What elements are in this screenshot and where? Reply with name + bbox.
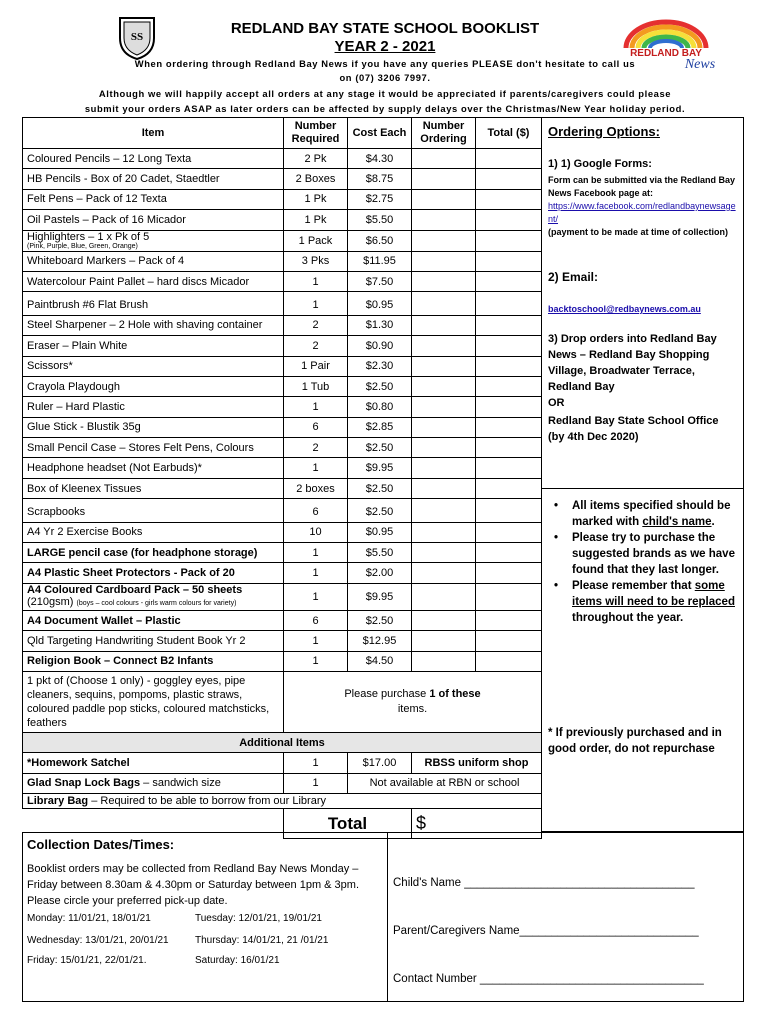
item-name: A4 Coloured Cardboard Pack – 50 sheets (210gsm) (boys – cool colours - girls warm colours for variety) xyxy=(23,583,284,610)
item-name: Religion Book – Connect B2 Infants xyxy=(23,651,284,671)
number-ordering-field[interactable] xyxy=(412,230,476,251)
number-required: 1 Tub xyxy=(284,376,348,396)
row-total-field[interactable] xyxy=(476,438,542,458)
item-name: Coloured Pencils – 12 Long Texta xyxy=(23,149,284,169)
number-ordering-field[interactable] xyxy=(412,376,476,396)
number-ordering-field[interactable] xyxy=(412,356,476,376)
item-name: A4 Document Wallet – Plastic xyxy=(23,610,284,630)
date-wednesday[interactable]: Wednesday: 13/01/21, 20/01/21 xyxy=(27,935,169,946)
option-google-forms: 1) 1) Google Forms: xyxy=(548,158,652,170)
number-ordering-field[interactable] xyxy=(412,315,476,335)
date-thursday[interactable]: Thursday: 14/01/21, 21 /01/21 xyxy=(195,935,329,946)
item-name: Small Pencil Case – Stores Felt Pens, Colours xyxy=(23,438,284,458)
table-row xyxy=(23,210,542,230)
header-required: Number Required xyxy=(284,118,348,149)
cost-each: $2.00 xyxy=(348,563,412,583)
item-name: Felt Pens – Pack of 12 Texta xyxy=(23,189,284,209)
svg-text:SS: SS xyxy=(130,31,144,43)
item-name: Steel Sharpener – 2 Hole with shaving container xyxy=(23,315,284,335)
intro-line-4: submit your orders ASAP as later orders can be affected by supply delays over the Christmas/New Year holiday period. xyxy=(84,103,686,114)
row-total-field[interactable] xyxy=(476,499,542,522)
number-required: 1 xyxy=(284,458,348,478)
number-ordering-field[interactable] xyxy=(412,271,476,291)
number-ordering-field[interactable] xyxy=(412,631,476,651)
number-required: 6 xyxy=(284,610,348,630)
item-name: Watercolour Paint Pallet – hard discs Micador xyxy=(23,271,284,291)
date-monday[interactable]: Monday: 11/01/21, 18/01/21 xyxy=(27,913,151,924)
row-total-field[interactable] xyxy=(476,610,542,630)
ordering-options-panel xyxy=(541,117,744,832)
table-row xyxy=(23,499,542,522)
number-ordering-field[interactable] xyxy=(412,292,476,315)
header-item: Item xyxy=(23,118,284,149)
table-row xyxy=(23,376,542,396)
booklist-table xyxy=(22,117,542,839)
note-item: • Please try to purchase the suggested brands as we have found that they last longer. xyxy=(554,532,735,576)
number-required: 10 xyxy=(284,522,348,542)
email-link[interactable]: backtoschool@redbaynews.com.au xyxy=(548,304,701,314)
row-total-field[interactable] xyxy=(476,336,542,356)
collection-text: Booklist orders may be collected from Redland Bay News Monday – Friday between 8.30am & 4.30pm or Saturday between 1pm & 3pm. Please circle your preferred pick-up date. xyxy=(27,863,360,907)
table-row xyxy=(23,169,542,189)
number-ordering-field[interactable] xyxy=(412,169,476,189)
number-required: 2 Pk xyxy=(284,149,348,169)
note-item: • All items specified should be marked with child's name. xyxy=(554,498,740,530)
row-total-field[interactable] xyxy=(476,543,542,563)
number-ordering-field[interactable] xyxy=(412,336,476,356)
number-required: 1 xyxy=(284,543,348,563)
page-subtitle: YEAR 2 - 2021 xyxy=(334,38,436,55)
number-required: 2 xyxy=(284,336,348,356)
option-school-office: Redland Bay State School Office (by 4th Dec 2020) xyxy=(548,415,719,443)
number-ordering-field[interactable] xyxy=(412,458,476,478)
item-name: Paintbrush #6 Flat Brush xyxy=(23,292,284,315)
table-row xyxy=(23,610,542,630)
cost-each: $2.50 xyxy=(348,610,412,630)
number-ordering-field[interactable] xyxy=(412,610,476,630)
date-friday[interactable]: Friday: 15/01/21, 22/01/21. xyxy=(27,955,147,966)
table-row xyxy=(23,315,542,335)
item-name: Highlighters – 1 x Pk of 5 (Pink, Purple, Blue, Green, Orange) xyxy=(23,230,284,251)
table-row xyxy=(23,543,542,563)
craft-note: Please purchase 1 of these items. xyxy=(284,671,542,732)
intro-line-1: When ordering through Redland Bay News if you have any queries PLEASE don't hesitate to call us xyxy=(134,58,636,69)
cost-each: $2.50 xyxy=(348,478,412,498)
intro-line-2: on (07) 3206 7997. xyxy=(339,72,431,83)
row-total-field[interactable] xyxy=(476,230,542,251)
table-row xyxy=(23,251,542,271)
cost-each: $9.95 xyxy=(348,458,412,478)
item-name: Glue Stick - Blustik 35g xyxy=(23,417,284,437)
item-name: Crayola Playdough xyxy=(23,376,284,396)
table-row xyxy=(23,438,542,458)
option-google-forms-text: Form can be submitted via the Redland Bay News Facebook page at: xyxy=(548,175,736,198)
total-label: Total xyxy=(284,809,412,839)
number-ordering-field[interactable] xyxy=(412,210,476,230)
item-name: Qld Targeting Handwriting Student Book Yr 2 xyxy=(23,631,284,651)
row-total-field[interactable] xyxy=(476,397,542,417)
option-or: OR xyxy=(548,397,565,409)
item-name: A4 Plastic Sheet Protectors - Pack of 20 xyxy=(23,563,284,583)
additional-row: Glad Snap Lock Bags – sandwich size 1 Not available at RBN or school xyxy=(23,773,542,793)
table-row xyxy=(23,631,542,651)
option-email: 2) Email: xyxy=(548,270,599,284)
contact-number-field[interactable]: Contact Number ___________________________________ xyxy=(393,973,704,985)
number-required: 6 xyxy=(284,499,348,522)
number-ordering-field[interactable] xyxy=(412,651,476,671)
row-total-field[interactable] xyxy=(476,292,542,315)
intro-line-3: Although we will happily accept all orders at any stage it would be appreciated if parents/caregivers could please xyxy=(98,88,672,99)
number-required: 1 Pack xyxy=(284,230,348,251)
number-required: 1 Pair xyxy=(284,356,348,376)
cost-each: $12.95 xyxy=(348,631,412,651)
header-cost: Cost Each xyxy=(348,118,412,149)
date-tuesday[interactable]: Tuesday: 12/01/21, 19/01/21 xyxy=(195,913,322,924)
table-row xyxy=(23,563,542,583)
table-row xyxy=(23,522,542,542)
header-ordering: Number Ordering xyxy=(412,118,476,149)
number-required: 2 boxes xyxy=(284,478,348,498)
number-ordering-field[interactable] xyxy=(412,522,476,542)
row-total-field[interactable] xyxy=(476,651,542,671)
library-bag-row xyxy=(23,794,542,809)
cost-each: $5.50 xyxy=(348,543,412,563)
number-required: 1 Pk xyxy=(284,189,348,209)
row-total-field[interactable] xyxy=(476,210,542,230)
number-required: 2 xyxy=(284,438,348,458)
table-row xyxy=(23,458,542,478)
number-required: 1 xyxy=(284,563,348,583)
total-value-field[interactable]: $ xyxy=(412,809,542,839)
facebook-link[interactable]: https://www.facebook.com/redlandbaynewsagent/ xyxy=(548,201,736,224)
row-total-field[interactable] xyxy=(476,522,542,542)
item-name: Whiteboard Markers – Pack of 4 xyxy=(23,251,284,271)
number-required: 2 Boxes xyxy=(284,169,348,189)
item-name: Eraser – Plain White xyxy=(23,336,284,356)
cost-each: $4.30 xyxy=(348,149,412,169)
item-name: HB Pencils - Box of 20 Cadet, Staedtler xyxy=(23,169,284,189)
table-row xyxy=(23,292,542,315)
payment-note: (payment to be made at time of collection) xyxy=(548,227,729,237)
number-ordering-field[interactable] xyxy=(412,417,476,437)
option-drop-off: 3) Drop orders into Redland Bay News – Redland Bay Shopping Village, Broadwater Terrace, Redland Bay xyxy=(548,333,717,393)
cost-each: $2.50 xyxy=(348,376,412,396)
note-item: • Please remember that some items will need to be replaced throughout the year. xyxy=(554,578,740,626)
note-replace: Please remember that some items will need to be replaced throughout the year. xyxy=(572,580,735,624)
cost-each: $0.95 xyxy=(348,292,412,315)
craft-item: 1 pkt of (Choose 1 only) - goggley eyes, pipe cleaners, sequins, pompoms, plastic straws, coloured paddle pop sticks, coloured matchsticks, feathers xyxy=(23,671,284,732)
number-required: 1 xyxy=(284,397,348,417)
row-total-field[interactable] xyxy=(476,315,542,335)
number-required: 1 xyxy=(284,271,348,291)
table-row xyxy=(23,149,542,169)
number-ordering-field[interactable] xyxy=(412,543,476,563)
item-name: LARGE pencil case (for headphone storage) xyxy=(23,543,284,563)
number-ordering-field[interactable] xyxy=(412,499,476,522)
table-row xyxy=(23,189,542,209)
number-required: 6 xyxy=(284,417,348,437)
cost-each: $6.50 xyxy=(348,230,412,251)
collection-section xyxy=(22,832,744,1002)
snap-lock-bags: Glad Snap Lock Bags – sandwich size xyxy=(23,773,284,793)
number-required: 1 Pk xyxy=(284,210,348,230)
number-required: 3 Pks xyxy=(284,251,348,271)
svg-text:News: News xyxy=(684,57,716,70)
cost-each: $11.95 xyxy=(348,251,412,271)
number-ordering-field[interactable] xyxy=(412,478,476,498)
number-ordering-field[interactable] xyxy=(412,397,476,417)
number-ordering-field[interactable] xyxy=(412,189,476,209)
cost-each: $7.50 xyxy=(348,271,412,291)
row-total-field[interactable] xyxy=(476,563,542,583)
row-total-field[interactable] xyxy=(476,149,542,169)
table-row xyxy=(23,271,542,291)
table-row xyxy=(23,651,542,671)
row-total-field[interactable] xyxy=(476,251,542,271)
number-ordering-field[interactable] xyxy=(412,563,476,583)
cost-each: $0.90 xyxy=(348,336,412,356)
cost-each: $2.75 xyxy=(348,189,412,209)
row-total-field[interactable] xyxy=(476,189,542,209)
header-total: Total ($) xyxy=(476,118,542,149)
collection-divider xyxy=(387,833,388,1001)
sidebar-divider xyxy=(542,488,743,489)
table-row xyxy=(23,397,542,417)
cost-each: $8.75 xyxy=(348,169,412,189)
item-name: Headphone headset (Not Earbuds)* xyxy=(23,458,284,478)
number-ordering-field[interactable] xyxy=(412,149,476,169)
repurchase-footnote: * If previously purchased and in good order, do not repurchase xyxy=(548,727,722,755)
collection-heading: Collection Dates/Times: xyxy=(27,837,175,852)
craft-row xyxy=(23,671,542,732)
table-row xyxy=(23,356,542,376)
cost-each: $4.50 xyxy=(348,651,412,671)
row-total-field[interactable] xyxy=(476,271,542,291)
row-total-field[interactable] xyxy=(476,478,542,498)
additional-row: *Homework Satchel 1 $17.00 RBSS uniform shop xyxy=(23,753,542,773)
number-ordering-field[interactable] xyxy=(412,438,476,458)
note-mark-names: All items specified should be marked with child's name. xyxy=(572,500,731,528)
cost-each: $0.80 xyxy=(348,397,412,417)
svg-text:REDLAND BAY: REDLAND BAY xyxy=(630,48,702,59)
number-required: 1 xyxy=(284,631,348,651)
library-bag: Library Bag – Required to be able to borrow from our Library xyxy=(23,794,542,809)
table-row xyxy=(23,478,542,498)
cost-each: $1.30 xyxy=(348,315,412,335)
item-name: A4 Yr 2 Exercise Books xyxy=(23,522,284,542)
row-total-field[interactable] xyxy=(476,376,542,396)
child-name-field[interactable]: Child's Name ____________________________________ xyxy=(393,877,695,889)
cost-each: $2.50 xyxy=(348,438,412,458)
number-ordering-field[interactable] xyxy=(412,251,476,271)
row-total-field[interactable] xyxy=(476,458,542,478)
row-total-field[interactable] xyxy=(476,417,542,437)
notes-list xyxy=(554,498,740,626)
number-required: 1 xyxy=(284,651,348,671)
page-title: REDLAND BAY STATE SCHOOL BOOKLIST xyxy=(230,20,540,37)
parent-name-field[interactable]: Parent/Caregivers Name____________________________ xyxy=(393,925,699,937)
number-required: 1 xyxy=(284,292,348,315)
cost-each: $2.30 xyxy=(348,356,412,376)
cost-each: $2.50 xyxy=(348,499,412,522)
number-required: 2 xyxy=(284,315,348,335)
table-row xyxy=(23,230,542,251)
row-total-field[interactable] xyxy=(476,356,542,376)
item-name: Ruler – Hard Plastic xyxy=(23,397,284,417)
row-total-field[interactable] xyxy=(476,169,542,189)
number-required: 1 xyxy=(284,583,348,610)
cost-each: $0.95 xyxy=(348,522,412,542)
ordering-options-heading: Ordering Options: xyxy=(548,124,660,139)
item-name: Scrapbooks xyxy=(23,499,284,522)
table-row xyxy=(23,583,542,610)
table-row xyxy=(23,417,542,437)
number-ordering-field[interactable] xyxy=(412,583,476,610)
item-name: Oil Pastels – Pack of 16 Micador xyxy=(23,210,284,230)
table-header-row xyxy=(23,118,542,149)
additional-header-row xyxy=(23,732,542,752)
table-row xyxy=(23,336,542,356)
row-total-field[interactable] xyxy=(476,631,542,651)
cost-each: $5.50 xyxy=(348,210,412,230)
additional-header: Additional Items xyxy=(23,732,542,752)
item-name: Box of Kleenex Tissues xyxy=(23,478,284,498)
cost-each: $9.95 xyxy=(348,583,412,610)
item-name: Scissors* xyxy=(23,356,284,376)
cost-each: $2.85 xyxy=(348,417,412,437)
date-saturday[interactable]: Saturday: 16/01/21 xyxy=(195,955,280,966)
row-total-field[interactable] xyxy=(476,583,542,610)
